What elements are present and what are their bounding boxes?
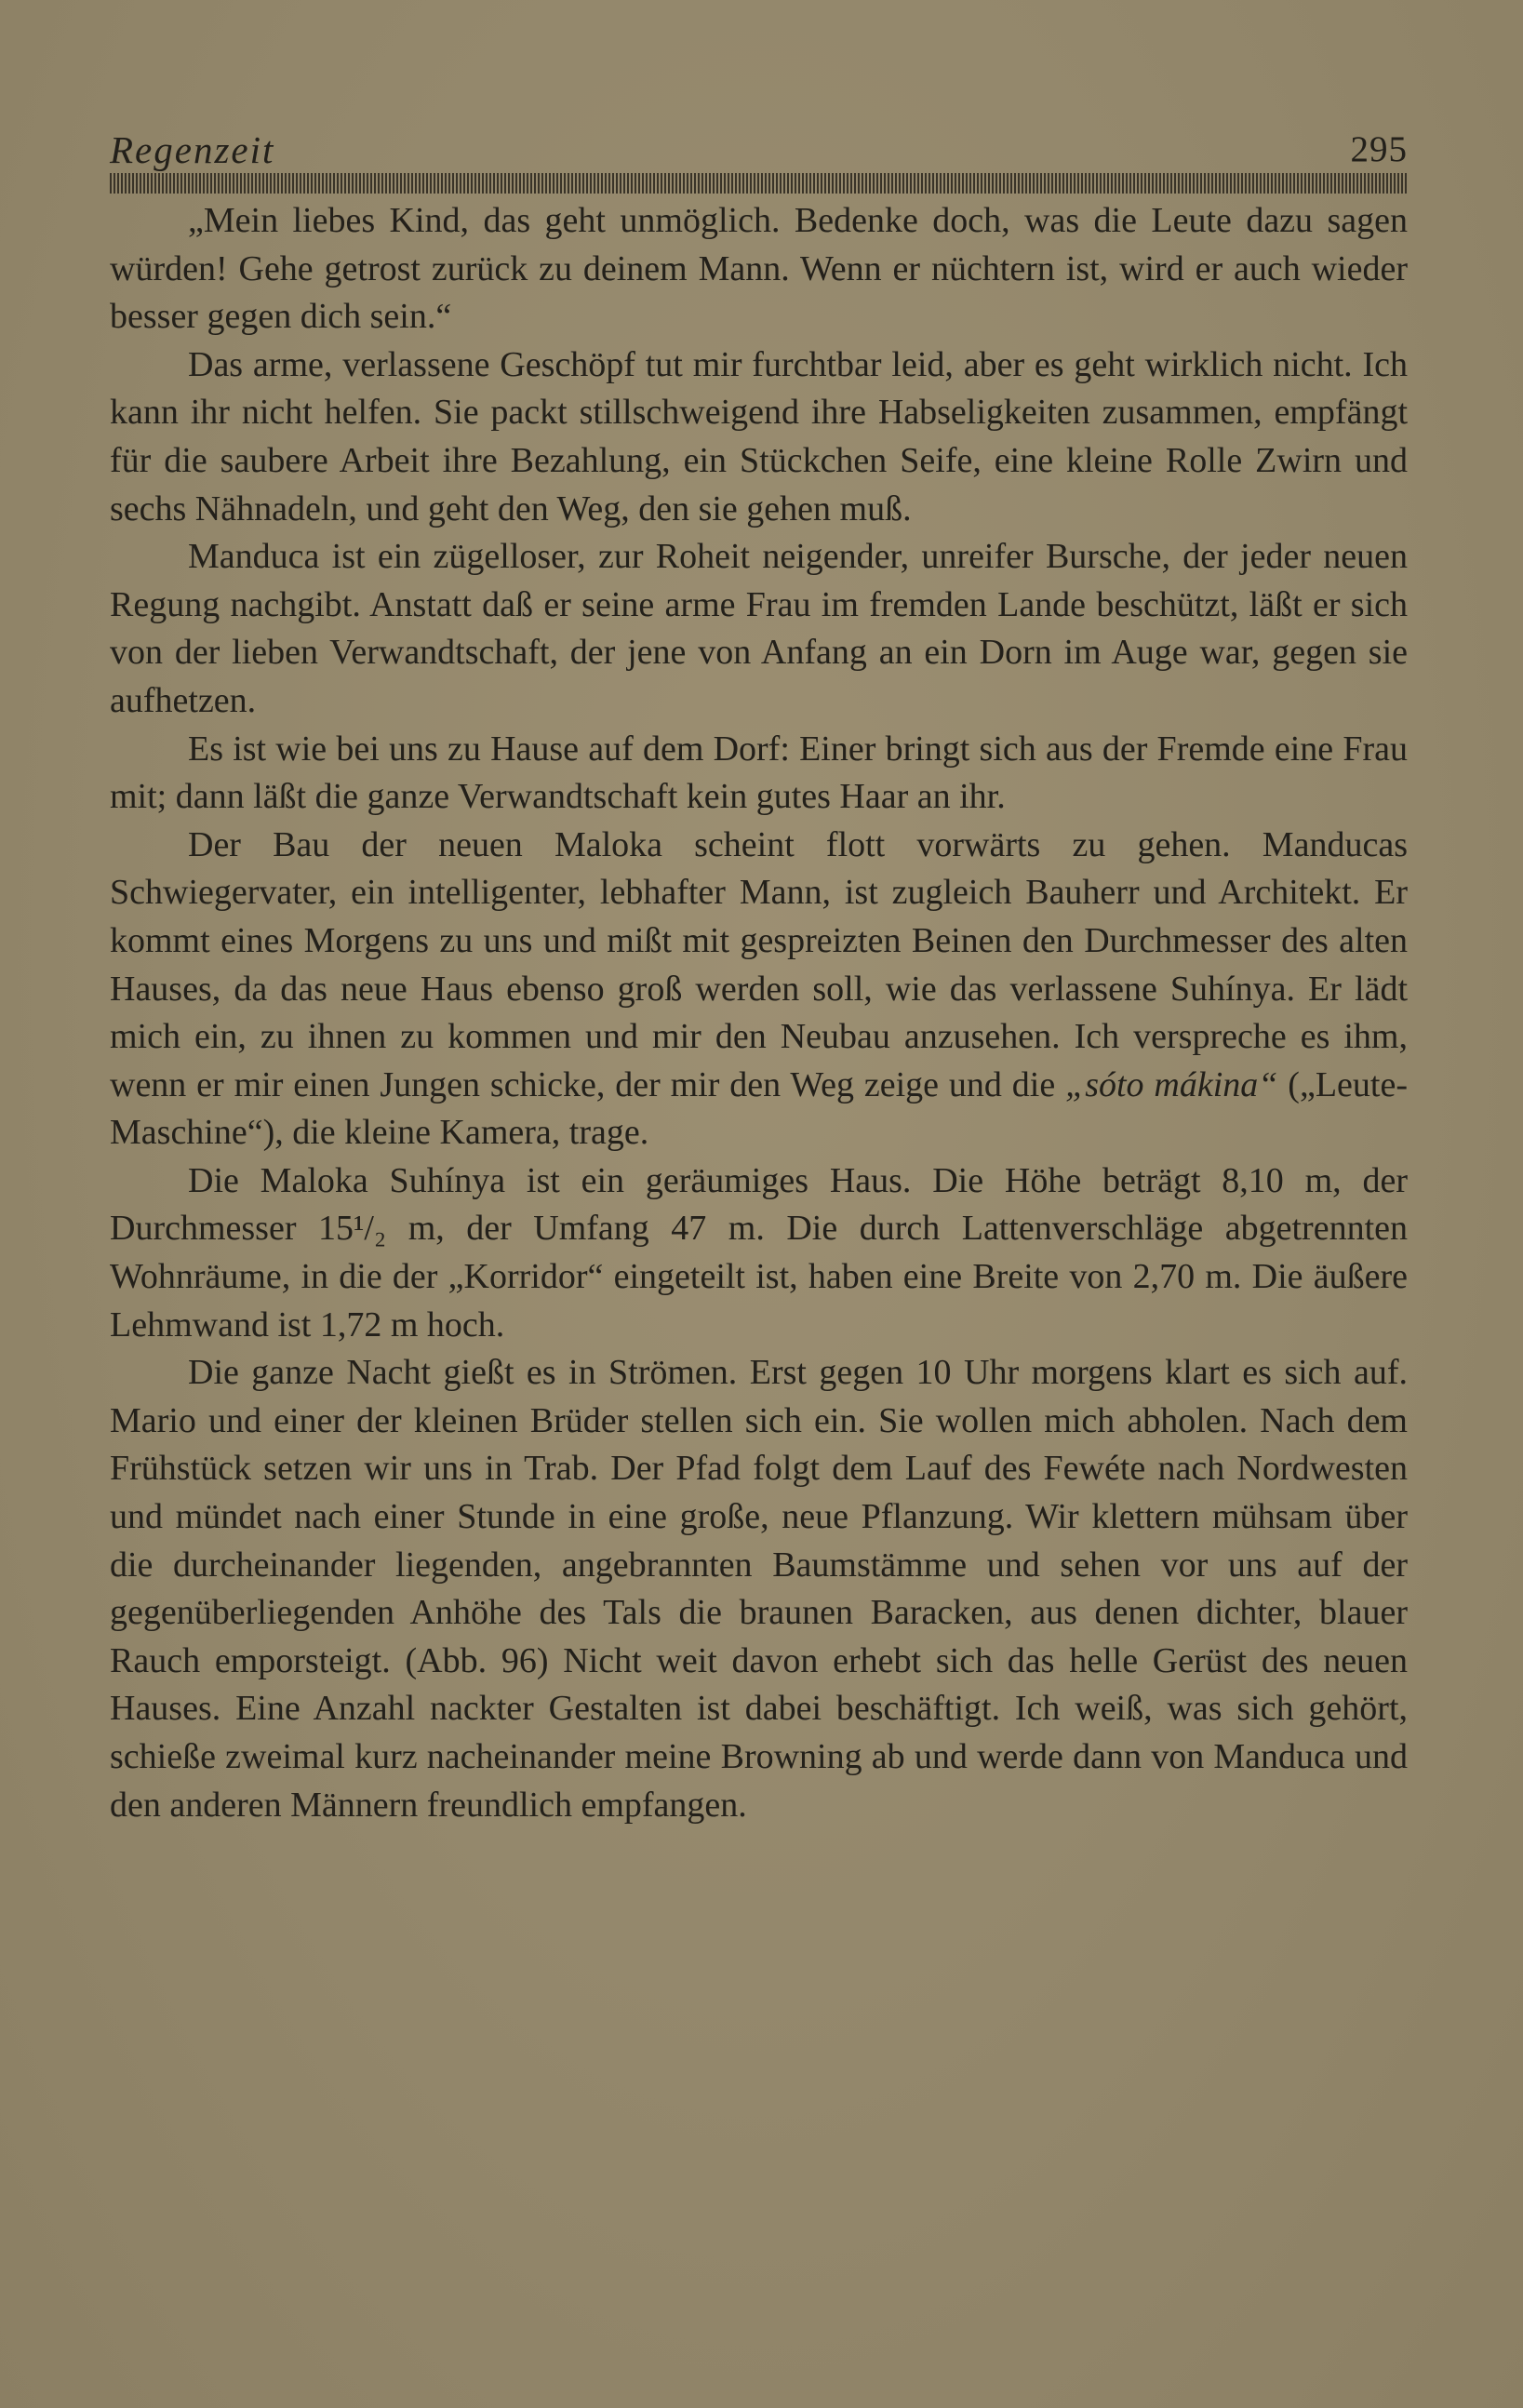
body-text — [110, 197, 1408, 1829]
page-number: 295 — [1350, 129, 1408, 169]
paragraph-4: Es ist wie bei uns zu Hause auf dem Dorf: Einer bringt sich aus der Fremde eine Frau mit; dann läßt die ganze Verwandtschaft kein gutes Haar an ihr. — [110, 729, 1408, 817]
running-title: Regenzeit — [110, 128, 275, 171]
paragraph-5-text-before: Der Bau der neuen Maloka scheint flott vorwärts zu gehen. Manducas Schwiegervater, ein intelligenter, lebhafter Mann, ist zugleich Bauherr und Architekt. Er kommt eines Morgens zu uns und mißt mit gespreizten Beinen den Durchmesser des alten Hauses, da das neue Haus ebenso groß werden soll, wie das verlassene Suhínya. Er lädt mich ein, zu ihnen zu kommen und mir den Neubau anzusehen. Ich verspreche es ihm, wenn er mir einen Jungen schicke, der mir den Weg zeige und die — [110, 824, 1408, 1104]
running-head — [110, 127, 1408, 173]
paragraph-5 — [110, 822, 1408, 1157]
paragraph-6-text-after: m, der Umfang 47 m. Die durch Lattenverschläge abgetrennten Wohnräume, in die der „Korridor“ eingeteilt ist, haben eine Breite von 2,70 m. Die äußere Lehmwand ist 1,72 m hoch. — [110, 1209, 1408, 1344]
paragraph-7: Die ganze Nacht gießt es in Strömen. Erst gegen 10 Uhr morgens klart es sich auf. Mario und einer der kleinen Brüder stellen sich ein. Sie wollen mich abholen. Nach dem Frühstück setzen wir uns in Trab. Der Pfad folgt dem Lauf des Fewéte nach Nordwesten und mündet nach einer Stunde in eine große, neue Pflanzung. Wir klettern mühsam über die durcheinander liegenden, angebrannten Baumstämme und sehen vor uns auf der gegenüberliegenden Anhöhe des Tals die braunen Baracken, aus denen dichter, blauer Rauch emporsteigt. (Abb. 96) Nicht weit davon erhebt sich das helle Gerüst des neuen Hauses. Eine Anzahl nackter Gestalten ist dabei beschäftigt. Ich weiß, was sich gehört, schieße zweimal kurz nacheinander meine Browning ab und werde dann von Manduca und den anderen Männern freundlich empfangen. — [110, 1353, 1408, 1825]
paragraph-6 — [110, 1157, 1408, 1349]
paragraph-5-text-after: („Leute-Maschine“), die kleine Kamera, trage. — [110, 1064, 1408, 1153]
paragraph-2: Das arme, verlassene Geschöpf tut mir furchtbar leid, aber es geht wirklich nicht. Ich kann ihr nicht helfen. Sie packt stillschweigend ihre Habseligkeiten zusammen, empfängt für die saubere Arbeit ihre Bezahlung, ein Stückchen Seife, eine kleine Rolle Zwirn und sechs Nähnadeln, und geht den Weg, den sie gehen muß. — [110, 344, 1408, 528]
paragraph-6-text-before: Die Maloka Suhínya ist ein geräumiges Haus. Die Höhe beträgt 8,10 m, der Durchmesser 15 — [110, 1160, 1408, 1249]
foreign-term: „sóto mákina“ — [1065, 1064, 1278, 1104]
paragraph-1: „Mein liebes Kind, das geht unmöglich. Bedenke doch, was die Leute dazu sagen würden! Gehe getrost zurück zu deinem Mann. Wenn er nüchtern ist, wird er auch wieder besser gegen dich sein.“ — [110, 201, 1408, 337]
paragraph-3: Manduca ist ein zügelloser, zur Roheit neigender, unreifer Bursche, der jeder neuen Regung nachgibt. Anstatt daß er seine arme Frau im fremden Lande beschützt, läßt er sich von der lieben Verwandtschaft, der jene von Anfang an ein Dorn im Auge war, gegen sie aufhetzen. — [110, 537, 1408, 720]
header-rule — [110, 173, 1408, 194]
fraction: ¹/₂ — [353, 1209, 387, 1249]
